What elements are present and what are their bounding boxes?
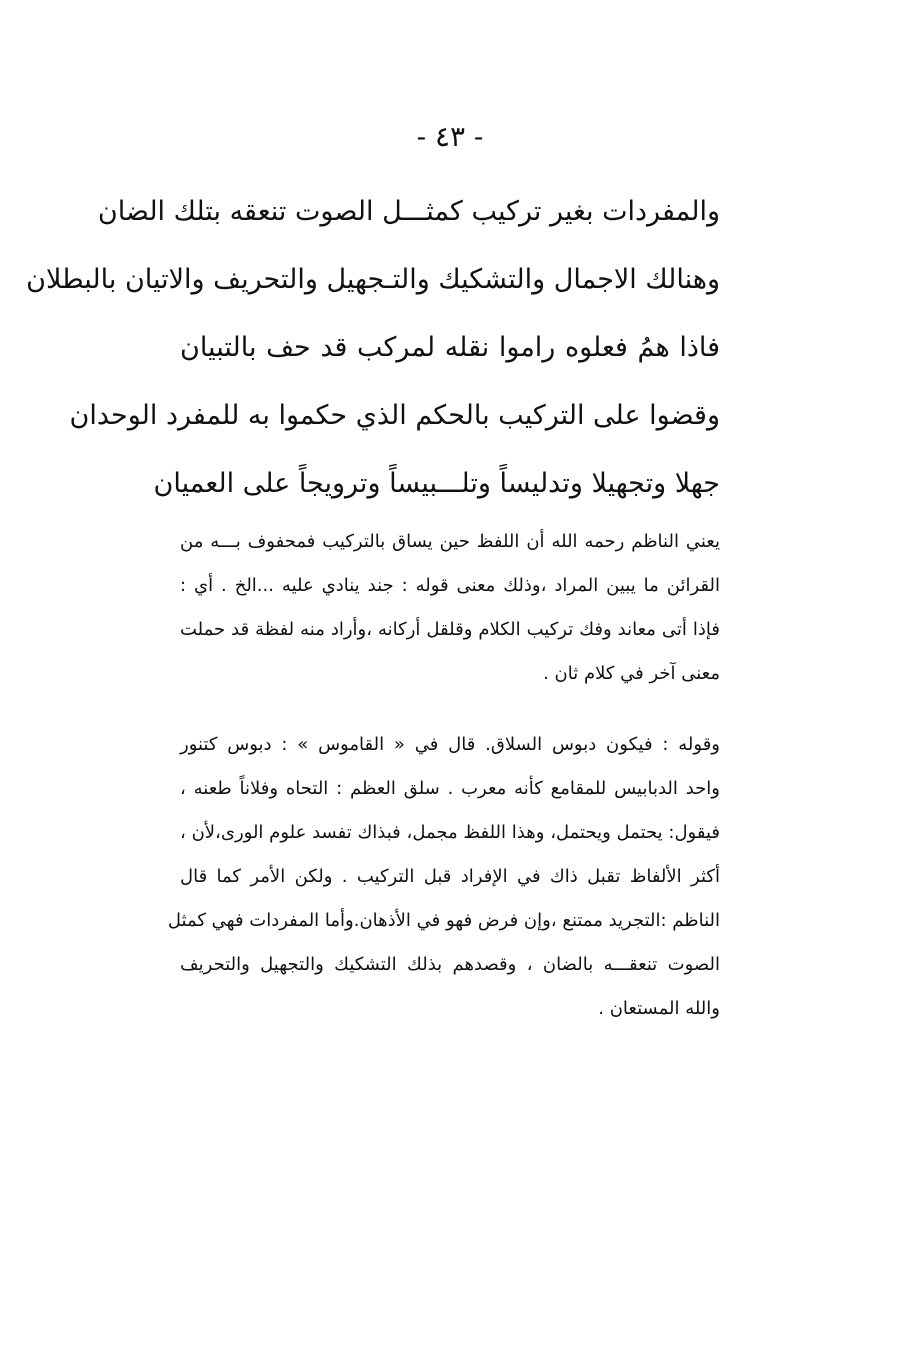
- commentary-line: وقوله : فيكون دبوس السلاق. قال في « القاموس » : دبوس كتنور: [180, 734, 720, 755]
- verse-line: جهلا وتجهيلا وتدليساً وتلـــبيساً وترويجاً على العميان: [153, 468, 720, 499]
- commentary-line: القرائن ما يبين المراد ،وذلك معنى قوله : جند ينادي عليه ...الخ . أي :: [180, 575, 720, 596]
- commentary-line: أكثر الألفاظ تقبل ذاك في الإفراد قبل التركيب . ولكن الأمر كما قال: [180, 866, 720, 887]
- verse-line: والمفردات بغير تركيب كمثـــل الصوت تنعقه بتلك الضان: [97, 196, 720, 227]
- commentary-line: الصوت تنعقـــه بالضان ، وقصدهم بذلك التشكيك والتجهيل والتحريف: [180, 954, 720, 975]
- page-number: - ٤٣ -: [416, 120, 484, 153]
- poem-verses: [26, 178, 720, 518]
- commentary-line: معنى آخر في كلام ثان .: [543, 663, 720, 684]
- commentary-line: فيقول: يحتمل ويحتمل، وهذا اللفظ مجمل، فبذاك تفسد علوم الورى،لأن ،: [180, 822, 720, 843]
- commentary-line: الناظم :التجريد ممتنع ،وإن فرض فهو في الأذهان.وأما المفردات فهي كمثل: [167, 910, 720, 931]
- commentary-line: يعني الناظم رحمه الله أن اللفظ حين يساق بالتركيب فمحفوف بـــه من: [180, 531, 720, 552]
- commentary-line: فإذا أتى معاند وفك تركيب الكلام وقلقل أركانه ،وأراد منه لفظة قد حملت: [180, 619, 720, 640]
- verse-line: وقضوا على التركيب بالحكم الذي حكموا به للمفرد الوحدان: [69, 400, 720, 431]
- commentary-paragraph-2: [167, 723, 720, 1031]
- verse-line: فاذا همُ فعلوه راموا نقله لمركب قد حف بالتبيان: [180, 332, 720, 363]
- commentary-line: والله المستعان .: [598, 998, 720, 1019]
- commentary-line: واحد الدبابيس للمقامع كأنه معرب . سلق العظم : التحاه وفلاناً طعنه ،: [180, 778, 720, 799]
- commentary-paragraph-1: [180, 520, 720, 696]
- verse-line: وهنالك الاجمال والتشكيك والتـجهيل والتحريف والاتيان بالبطلان: [26, 264, 720, 295]
